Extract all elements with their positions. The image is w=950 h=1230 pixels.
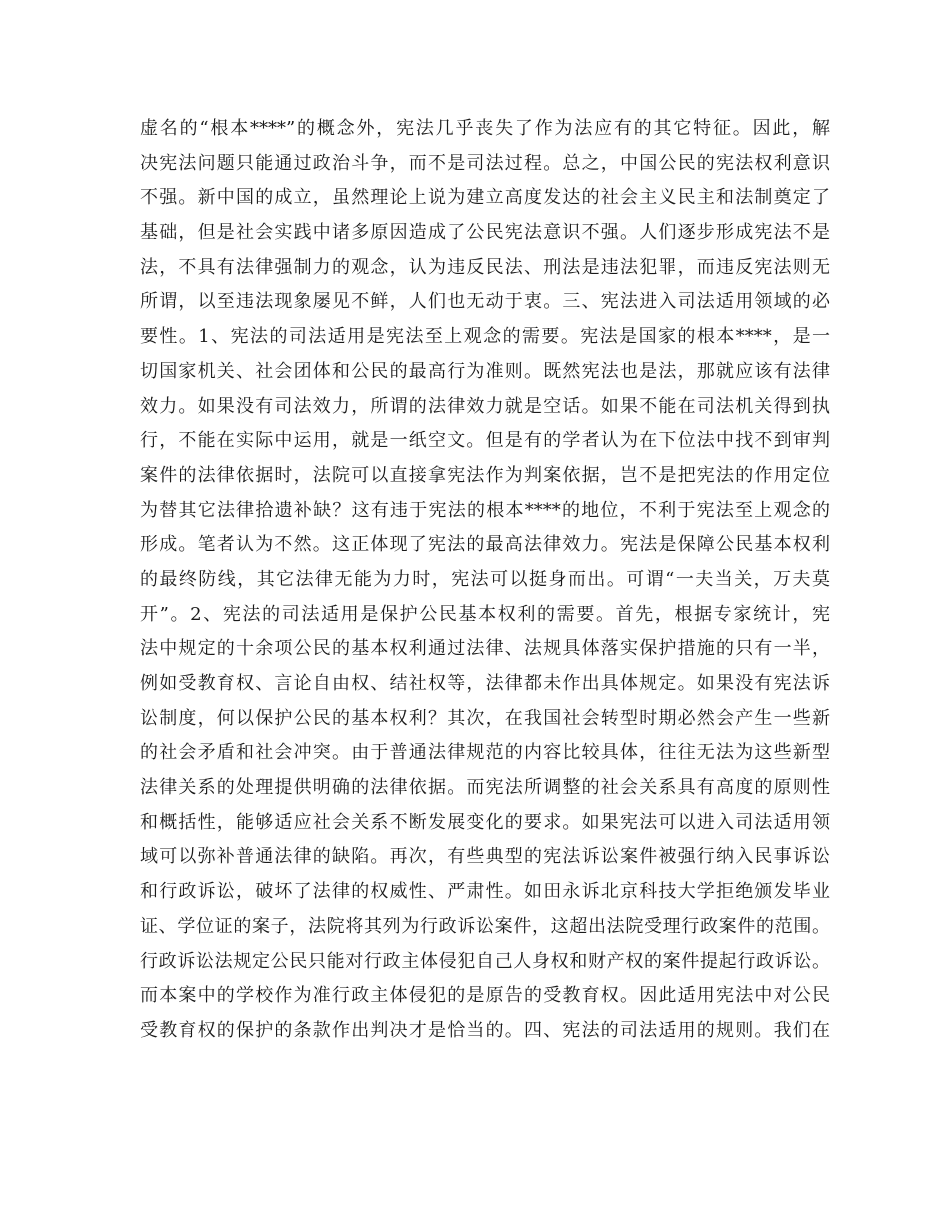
text-line: 要性。1、宪法的司法适用是宪法至上观念的需要。宪法是国家的根本****，是一 [140, 326, 830, 348]
body-text [140, 112, 830, 1049]
text-line: 基础，但是社会实践中诸多原因造成了公民宪法意识不强。人们逐步形成宪法不是 [140, 222, 830, 244]
text-line: 讼制度，何以保护公民的基本权利？其次，在我国社会转型时期必然会产生一些新 [140, 707, 830, 729]
text-line: 例如受教育权、言论自由权、结社权等，法律都未作出具体规定。如果没有宪法诉 [140, 673, 830, 694]
text-line: 而本案中的学校作为准行政主体侵犯的是原告的受教育权。因此适用宪法中对公民 [140, 985, 830, 1007]
text-line: 效力。如果没有司法效力，所谓的法律效力就是空话。如果不能在司法机关得到执 [140, 395, 830, 417]
text-line: 不强。新中国的成立，虽然理论上说为建立高度发达的社会主义民主和法制奠定了 [140, 187, 830, 209]
text-line: 案件的法律依据时，法院可以直接拿宪法作为判案依据，岂不是把宪法的作用定位 [140, 464, 830, 486]
text-line: 决宪法问题只能通过政治斗争，而不是司法过程。总之，中国公民的宪法权利意识 [140, 152, 830, 174]
text-line: 法律关系的处理提供明确的法律依据。而宪法所调整的社会关系具有高度的原则性 [140, 777, 830, 799]
text-line: 行政诉讼法规定公民只能对行政主体侵犯自己人身权和财产权的案件提起行政诉讼。 [140, 950, 830, 972]
text-line: 的最终防线，其它法律无能为力时，宪法可以挺身而出。可谓“一夫当关，万夫莫 [140, 568, 830, 590]
text-line: 受教育权的保护的条款作出判决才是恰当的。四、宪法的司法适用的规则。我们在 [140, 1019, 830, 1041]
text-line: 法中规定的十余项公民的基本权利通过法律、法规具体落实保护措施的只有一半， [140, 638, 830, 660]
text-line: 证、学位证的案子，法院将其列为行政诉讼案件，这超出法院受理行政案件的范围。 [140, 915, 830, 937]
text-line: 行，不能在实际中运用，就是一纸空文。但是有的学者认为在下位法中找不到审判 [140, 430, 830, 452]
text-line: 的社会矛盾和社会冲突。由于普通法律规范的内容比较具体，往往无法为这些新型 [140, 742, 830, 764]
text-line: 形成。笔者认为不然。这正体现了宪法的最高法律效力。宪法是保障公民基本权利 [140, 534, 830, 556]
text-line: 和行政诉讼，破坏了法律的权威性、严肃性。如田永诉北京科技大学拒绝颁发毕业 [140, 881, 830, 903]
text-line: 为替其它法律拾遗补缺？这有违于宪法的根本****的地位，不利于宪法至上观念的 [140, 499, 830, 521]
text-line: 法，不具有法律强制力的观念，认为违反民法、刑法是违法犯罪，而违反宪法则无 [140, 256, 830, 278]
text-line: 和概括性，能够适应社会关系不断发展变化的要求。如果宪法可以进入司法适用领 [140, 811, 830, 833]
text-line: 开”。2、宪法的司法适用是保护公民基本权利的需要。首先，根据专家统计，宪 [140, 603, 830, 625]
text-line: 虚名的“根本****”的概念外，宪法几乎丧失了作为法应有的其它特征。因此，解 [140, 118, 830, 139]
text-line: 切国家机关、社会团体和公民的最高行为准则。既然宪法也是法，那就应该有法律 [140, 360, 830, 382]
text-line: 域可以弥补普通法律的缺陷。再次，有些典型的宪法诉讼案件被强行纳入民事诉讼 [140, 846, 830, 868]
text-line: 所谓，以至违法现象屡见不鲜，人们也无动于衷。三、宪法进入司法适用领域的必 [140, 291, 830, 313]
